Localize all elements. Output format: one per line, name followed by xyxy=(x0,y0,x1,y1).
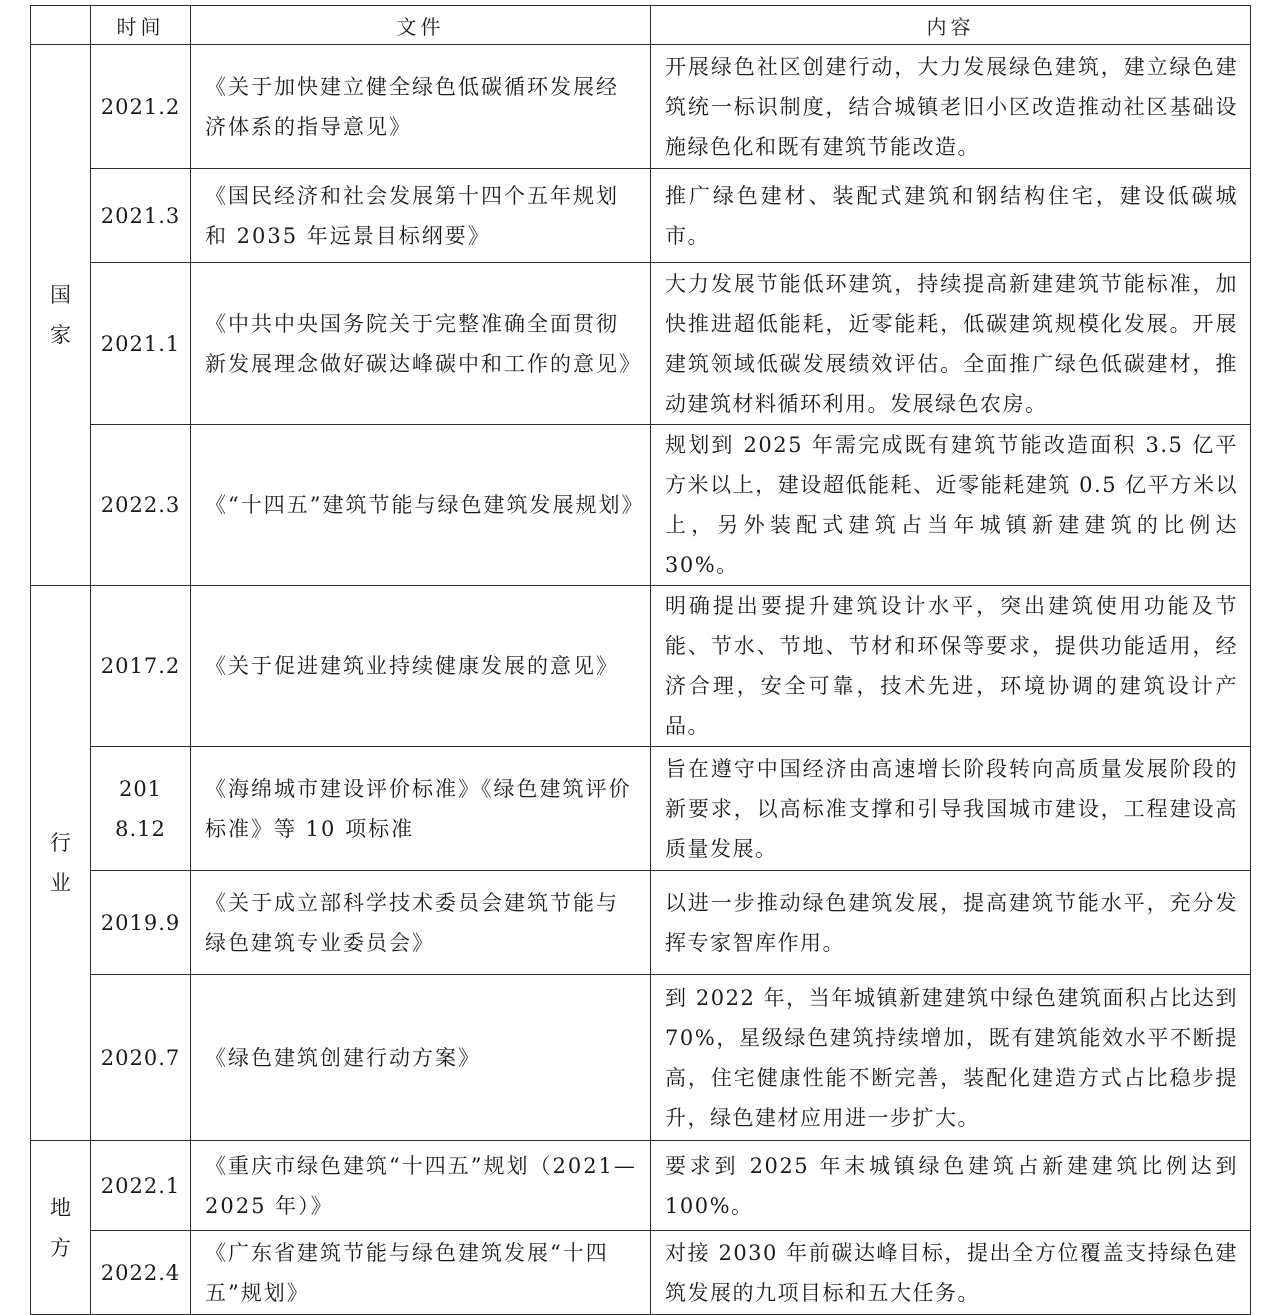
table-row xyxy=(31,747,1251,871)
row-time: 2022.1 xyxy=(91,1141,191,1231)
row-document: 《广东省建筑节能与绿色建筑发展“十四五”规划》 xyxy=(191,1231,651,1315)
header-content: 内容 xyxy=(651,6,1251,45)
category-national: 国 家 xyxy=(31,45,91,586)
row-document: 《重庆市绿色建筑“十四五”规划（2021—2025 年）》 xyxy=(191,1141,651,1231)
category-industry: 行 业 xyxy=(31,586,91,1141)
row-document: 《国民经济和社会发展第十四个五年规划和 2035 年远景目标纲要》 xyxy=(191,169,651,263)
row-content: 旨在遵守中国经济由高速增长阶段转向高质量发展阶段的新要求，以高标准支撑和引导我国城市建设，工程建设高质量发展。 xyxy=(651,747,1251,871)
table-row xyxy=(31,425,1251,586)
row-time: 2019.9 xyxy=(91,871,191,975)
table-row xyxy=(31,871,1251,975)
row-document: 《关于促进建筑业持续健康发展的意见》 xyxy=(191,586,651,747)
table-row xyxy=(31,1141,1251,1231)
row-content: 明确提出要提升建筑设计水平，突出建筑使用功能及节能、节水、节地、节材和环保等要求，提供功能适用，经济合理，安全可靠，技术先进，环境协调的建筑设计产品。 xyxy=(651,586,1251,747)
row-document: 《“十四五”建筑节能与绿色建筑发展规划》 xyxy=(191,425,651,586)
row-content: 对接 2030 年前碳达峰目标，提出全方位覆盖支持绿色建筑发展的九项目标和五大任务。 xyxy=(651,1231,1251,1315)
row-time: 2021.3 xyxy=(91,169,191,263)
row-content: 要求到 2025 年末城镇绿色建筑占新建建筑比例达到 100%。 xyxy=(651,1141,1251,1231)
header-time: 时间 xyxy=(91,6,191,45)
row-document: 《关于成立部科学技术委员会建筑节能与绿色建筑专业委员会》 xyxy=(191,871,651,975)
row-document: 《中共中央国务院关于完整准确全面贯彻新发展理念做好碳达峰碳中和工作的意见》 xyxy=(191,263,651,425)
header-category xyxy=(31,6,91,45)
row-time: 2017.2 xyxy=(91,586,191,747)
table-row xyxy=(31,1231,1251,1315)
row-content: 推广绿色建材、装配式建筑和钢结构住宅，建设低碳城市。 xyxy=(651,169,1251,263)
row-content: 规划到 2025 年需完成既有建筑节能改造面积 3.5 亿平方米以上，建设超低能耗、近零能耗建筑 0.5 亿平方米以上，另外装配式建筑占当年城镇新建建筑的比例达 30%。 xyxy=(651,425,1251,586)
table-row xyxy=(31,169,1251,263)
row-document: 《绿色建筑创建行动方案》 xyxy=(191,975,651,1141)
policy-table xyxy=(30,5,1251,1315)
category-local: 地 方 xyxy=(31,1141,91,1315)
row-content: 开展绿色社区创建行动，大力发展绿色建筑，建立绿色建筑统一标识制度，结合城镇老旧小区改造推动社区基础设施绿色化和既有建筑节能改造。 xyxy=(651,45,1251,169)
row-document: 《关于加快建立健全绿色低碳循环发展经济体系的指导意见》 xyxy=(191,45,651,169)
row-time: 2022.3 xyxy=(91,425,191,586)
header-document: 文件 xyxy=(191,6,651,45)
row-content: 大力发展节能低环建筑，持续提高新建建筑节能标准，加快推进超低能耗，近零能耗，低碳建筑规模化发展。开展建筑领域低碳发展绩效评估。全面推广绿色低碳建材，推动建筑材料循环利用。发展绿色农房。 xyxy=(651,263,1251,425)
table-row xyxy=(31,975,1251,1141)
row-time: 2020.7 xyxy=(91,975,191,1141)
row-document: 《海绵城市建设评价标准》《绿色建筑评价标准》等 10 项标准 xyxy=(191,747,651,871)
header-row xyxy=(31,6,1251,45)
table-row xyxy=(31,586,1251,747)
table-row xyxy=(31,45,1251,169)
row-content: 到 2022 年，当年城镇新建建筑中绿色建筑面积占比达到 70%，星级绿色建筑持续增加，既有建筑能效水平不断提高，住宅健康性能不断完善，装配化建造方式占比稳步提升，绿色建材应用进一步扩大。 xyxy=(651,975,1251,1141)
row-time: 2018.12 xyxy=(91,747,191,871)
row-time: 2021.1 xyxy=(91,263,191,425)
table-row xyxy=(31,263,1251,425)
row-time: 2022.4 xyxy=(91,1231,191,1315)
row-time: 2021.2 xyxy=(91,45,191,169)
row-content: 以进一步推动绿色建筑发展，提高建筑节能水平，充分发挥专家智库作用。 xyxy=(651,871,1251,975)
